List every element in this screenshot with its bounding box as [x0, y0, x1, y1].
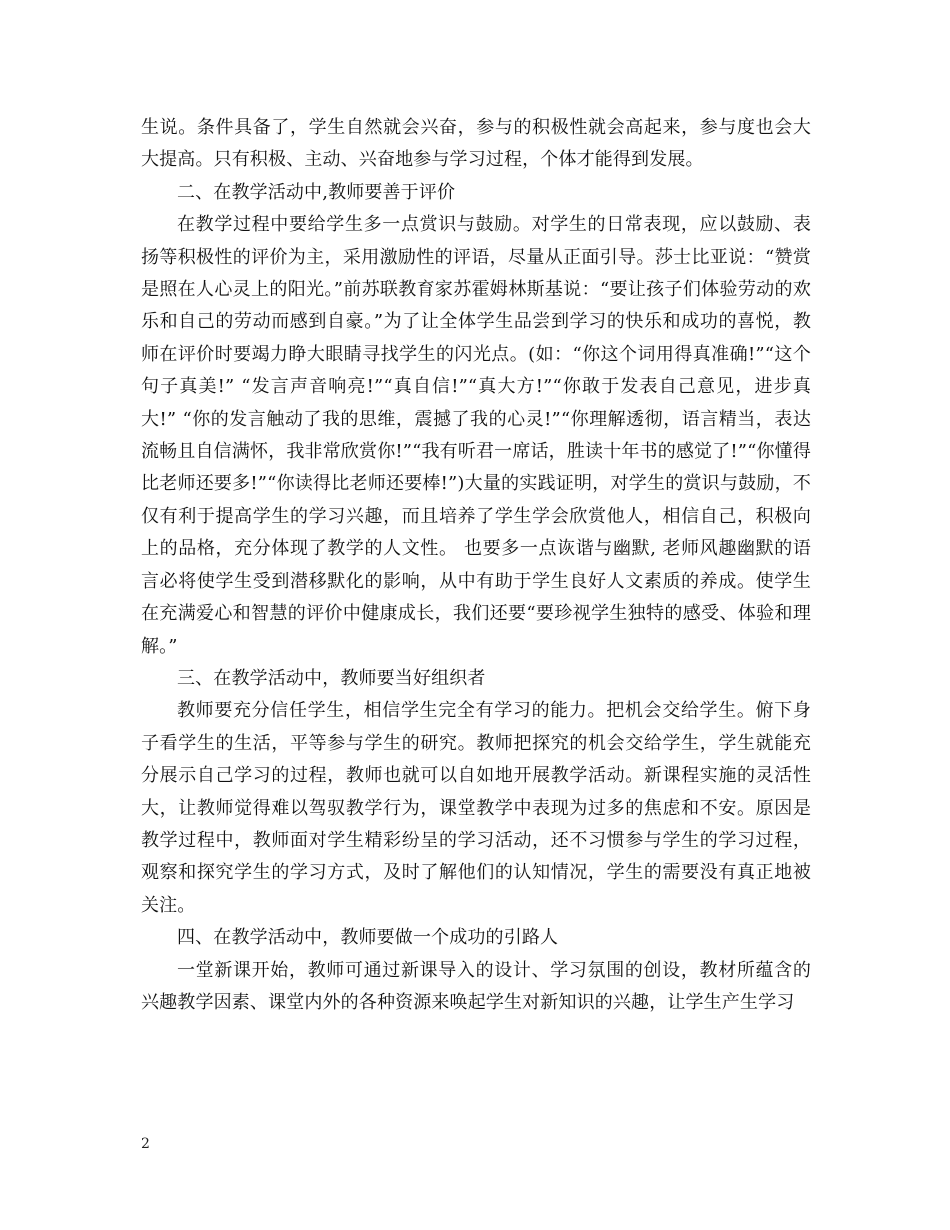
paragraph-guide: 一堂新课开始，教师可通过新课导入的设计、学习氛围的创设，教材所蕴含的兴趣教学因素、课堂内外的各种资源来唤起学生对新知识的兴趣，让学生产生学习 — [141, 959, 811, 1013]
body-text — [141, 112, 811, 1019]
section-heading-2: 二、在教学活动中,教师要善于评价 — [177, 181, 456, 203]
page-number: 2 — [141, 1136, 150, 1152]
paragraph-organizer: 教师要充分信任学生，相信学生完全有学习的能力。把机会交给学生。俯下身子看学生的生活，平等参与学生的研究。教师把探究的机会交给学生，学生就能充分展示自己学习的过程，教师也就可以自如地开展教学活动。新课程实施的灵活性大，让教师觉得难以驾驭教学行为，课堂教学中表现为过多的焦虑和不安。原因是教学过程中，教师面对学生精彩纷呈的学习活动，还不习惯参与学生的学习过程，观察和探究学生的学习方式，及时了解他们的认知情况，学生的需要没有真正地被关注。 — [141, 700, 811, 916]
paragraph-continued: 生说。条件具备了，学生自然就会兴奋，参与的积极性就会高起来，参与度也会大大提高。只有积极、主动、兴奋地参与学习过程，个体才能得到发展。 — [141, 117, 811, 171]
section-heading-3: 三、在教学活动中，教师要当好组织者 — [177, 667, 486, 689]
section-heading-4: 四、在教学活动中，教师要做一个成功的引路人 — [177, 927, 559, 949]
paragraph-evaluation: 在教学过程中要给学生多一点赏识与鼓励。对学生的日常表现，应以鼓励、表扬等积极性的评价为主，采用激励性的评语，尽量从正面引导。莎士比亚说：“赞赏是照在人心灵上的阳光。”前苏联教育家苏霍姆林斯基说：“要让孩子们体验劳动的欢乐和自己的劳动而感到自豪。”为了让全体学生品尝到学习的快乐和成功的喜悦，教师在评价时要竭力睁大眼睛寻找学生的闪光点。(如：“你这个词用得真准确!”“这个句子真美!” “发言声音响亮!”“真自信!”“真大方!”“你敢于发表自己意见，进步真大!” “你的发言触动了我的思维，震撼了我的心灵!”“你理解透彻，语言精当，表达流畅且自信满怀，我非常欣赏你!”“我有听君一席话，胜读十年书的感觉了!”“你懂得比老师还要多!”“你读得比老师还要棒!”)大量的实践证明，对学生的赏识与鼓励，不仅有利于提高学生的学习兴趣，而且培养了学生学会欣赏他人，相信自己，积极向上的品格，充分体现了教学的人文性。 也要多一点诙谐与幽默, 老师风趣幽默的语言必将使学生受到潜移默化的影响，从中有助于学生良好人文素质的养成。使学生在充满爱心和智慧的评价中健康成长，我们还要“要珍视学生独特的感受、体验和理解。” — [141, 214, 811, 657]
